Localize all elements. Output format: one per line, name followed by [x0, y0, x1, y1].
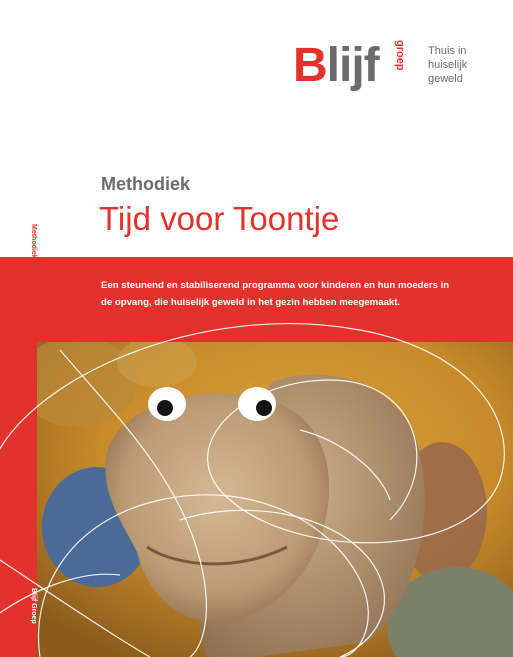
logo-tagline-line-2: huiselijk — [428, 59, 468, 71]
cover-intro-text: Een steunend en stabiliserend programma voor kinderen en hun moeders in de opvang, die huiselijk geweld in het gezin hebben meegemaakt. — [101, 280, 450, 308]
cover-title: Tijd voor Toontje — [99, 200, 340, 237]
logo-wordmark-rest: lijf — [326, 39, 379, 92]
spine-title: Methodiek Tijd voor Toontje — [30, 224, 37, 317]
logo-tagline — [428, 44, 467, 86]
logo-wordmark-initial: B — [293, 39, 327, 92]
photo-illustration — [37, 342, 513, 657]
logo-wordmark — [293, 36, 379, 96]
logo-tagline-line-1: Thuis in — [428, 45, 467, 57]
logo-vertical-word: groep — [394, 40, 406, 71]
spine-publisher: Blijf Groep — [30, 588, 37, 624]
cover-kicker: Methodiek — [101, 174, 191, 194]
cover-photo-turtle-puppet — [37, 342, 513, 657]
logo-tagline-line-3: geweld — [428, 73, 463, 85]
